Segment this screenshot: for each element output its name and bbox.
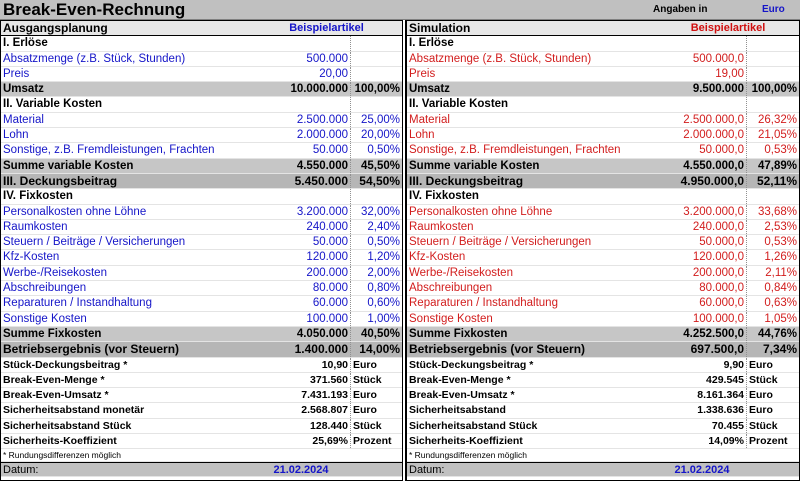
section-variable-costs: II. Variable Kosten — [407, 97, 799, 112]
cost-percent: 1,05% — [764, 312, 797, 325]
quantity-input[interactable]: 500.000,0 — [657, 52, 747, 66]
kpi-row — [1, 373, 402, 388]
kpi-value: 9,90 — [657, 358, 747, 372]
date-row — [1, 462, 402, 477]
cost-label: Abschreibungen — [3, 282, 87, 295]
kpi-unit: Stück — [749, 373, 778, 386]
panel-title: Ausgangsplanung — [3, 21, 108, 35]
cost-label: Personalkosten ohne Löhne — [409, 205, 553, 218]
cost-percent: 32,00% — [360, 205, 400, 218]
cost-value-input[interactable]: 60.000,0 — [657, 296, 747, 310]
cost-row[interactable] — [407, 128, 799, 143]
cost-row[interactable] — [1, 235, 402, 250]
cost-percent: 1,00% — [367, 312, 400, 325]
kpi-row — [407, 434, 799, 449]
cost-label: Material — [3, 113, 44, 126]
kpi-label: Break-Even-Umsatz * — [409, 389, 515, 402]
fixed-total-row: Summe Fixkosten 4.252.500,0 44,76% — [407, 327, 799, 342]
kpi-unit: Euro — [749, 389, 773, 402]
kpi-value: 14,09% — [657, 434, 747, 448]
turnover-row: Umsatz 9.500.000 100,00% — [407, 82, 799, 97]
kpi-value: 7.431.193 — [251, 388, 351, 402]
cost-row[interactable] — [407, 143, 799, 158]
kpi-unit: Euro — [749, 404, 773, 417]
cost-value-input[interactable]: 2.000.000 — [251, 128, 351, 142]
cost-percent: 2,53% — [764, 220, 797, 233]
kpi-row — [407, 358, 799, 373]
cost-value-input[interactable]: 80.000,0 — [657, 281, 747, 295]
kpi-value: 25,69% — [251, 434, 351, 448]
kpi-unit: Stück — [353, 373, 382, 386]
kpi-value: 1.338.636 — [657, 403, 747, 417]
kpi-label: Stück-Deckungsbeitrag * — [409, 358, 534, 371]
cost-percent: 0,50% — [367, 236, 400, 249]
cost-value-input[interactable]: 2.000.000,0 — [657, 128, 747, 142]
kpi-value: 128.440 — [251, 419, 351, 433]
cost-value-input[interactable]: 240.000,0 — [657, 220, 747, 234]
quantity-row[interactable]: Absatzmenge (z.B. Stück, Stunden) 500.000,0 — [407, 52, 799, 67]
cost-value-input[interactable]: 200.000,0 — [657, 266, 747, 280]
units-label: Angaben in — [653, 4, 708, 15]
cost-value-input[interactable]: 50.000,0 — [657, 235, 747, 249]
date-row — [407, 462, 799, 477]
cost-row[interactable] — [1, 266, 402, 281]
kpi-label: Stück-Deckungsbeitrag * — [3, 358, 128, 371]
cost-row[interactable] — [407, 113, 799, 128]
kpi-label: Break-Even-Menge * — [3, 373, 105, 386]
cost-row[interactable] — [1, 205, 402, 220]
kpi-row — [407, 419, 799, 434]
rounding-note: * Rundungsdifferenzen möglich — [407, 449, 799, 462]
cost-percent: 25,00% — [360, 113, 400, 126]
kpi-label: Sicherheits-Koeffizient — [3, 435, 117, 448]
kpi-label: Sicherheitsabstand Stück — [3, 419, 132, 432]
kpi-unit: Euro — [353, 404, 377, 417]
cost-value-input[interactable]: 3.200.000 — [251, 205, 351, 219]
kpi-value: 10,90 — [251, 358, 351, 372]
kpi-row — [407, 388, 799, 403]
cost-label: Sonstige Kosten — [409, 312, 493, 325]
cost-row[interactable] — [1, 113, 402, 128]
cost-label: Steuern / Beiträge / Versicherungen — [3, 236, 186, 249]
kpi-unit: Stück — [353, 419, 382, 432]
date-label: Datum: — [3, 463, 39, 476]
rounding-note: * Rundungsdifferenzen möglich — [1, 449, 402, 462]
cost-value-input[interactable]: 50.000 — [251, 235, 351, 249]
cost-percent: 20,00% — [360, 129, 400, 142]
cost-percent: 1,26% — [764, 251, 797, 264]
cost-row[interactable] — [1, 220, 402, 235]
result-row: Betriebsergebnis (vor Steuern) 1.400.000 14,00% — [3, 342, 400, 357]
contribution-row: III. Deckungsbeitrag 5.450.000 54,50% — [3, 173, 400, 188]
cost-label: Material — [409, 113, 450, 126]
cost-row[interactable] — [1, 250, 402, 265]
article-name-cell[interactable]: Beispielartikel — [690, 22, 766, 34]
cost-value-input[interactable]: 120.000 — [251, 250, 351, 264]
cost-percent: 2,00% — [367, 266, 400, 279]
kpi-unit: Prozent — [749, 435, 788, 448]
cost-value-input[interactable]: 100.000,0 — [657, 312, 747, 326]
panel-header — [1, 21, 402, 36]
cost-label: Sonstige, z.B. Fremdleistungen, Frachten — [409, 144, 621, 157]
cost-percent: 2,11% — [765, 266, 797, 279]
cost-label: Abschreibungen — [409, 282, 493, 295]
cost-row[interactable] — [1, 281, 402, 296]
turnover-row: Umsatz 10.000.000 100,00% — [1, 82, 402, 97]
cost-value-input[interactable]: 100.000 — [251, 312, 351, 326]
cost-percent: 0,63% — [764, 297, 797, 310]
section-variable-costs: II. Variable Kosten — [1, 97, 402, 112]
kpi-value: 429.545 — [657, 373, 747, 387]
cost-value-input[interactable]: 2.500.000 — [251, 113, 351, 127]
cost-row[interactable] — [407, 235, 799, 250]
price-input[interactable]: 19,00 — [657, 67, 747, 81]
kpi-row — [1, 358, 402, 373]
kpi-row — [407, 403, 799, 418]
kpi-label: Break-Even-Menge * — [409, 373, 511, 386]
kpi-label: Break-Even-Umsatz * — [3, 389, 109, 402]
cost-value-input[interactable]: 120.000,0 — [657, 250, 747, 264]
result-row: Betriebsergebnis (vor Steuern) 697.500,0 7,34% — [409, 342, 797, 357]
cost-value-input[interactable]: 3.200.000,0 — [657, 205, 747, 219]
cost-value-input[interactable]: 50.000 — [251, 143, 351, 157]
cost-row[interactable] — [407, 266, 799, 281]
kpi-unit: Euro — [749, 358, 773, 371]
kpi-value: 70.455 — [657, 419, 747, 433]
kpi-label: Sicherheitsabstand — [409, 404, 506, 417]
section-revenue: I. Erlöse — [1, 36, 402, 51]
cost-label: Werbe-/Reisekosten — [409, 266, 513, 279]
cost-percent: 26,32% — [757, 113, 797, 126]
article-name-cell[interactable]: Beispielartikel — [289, 22, 364, 34]
date-label: Datum: — [409, 463, 445, 476]
kpi-unit: Euro — [353, 389, 377, 402]
cost-percent: 21,05% — [757, 129, 797, 142]
price-row[interactable]: Preis 20,00 — [1, 67, 402, 82]
variable-total-row: Summe variable Kosten 4.550.000 45,50% — [1, 159, 402, 174]
kpi-row — [1, 434, 402, 449]
cost-row[interactable] — [407, 281, 799, 296]
fixed-total-row: Summe Fixkosten 4.050.000 40,50% — [1, 327, 402, 342]
cost-percent: 0,50% — [367, 144, 400, 157]
cost-percent: 2,40% — [367, 220, 400, 233]
cost-value-input[interactable]: 80.000 — [251, 281, 351, 295]
sheet-title: Break-Even-Rechnung — [3, 0, 186, 19]
cost-row[interactable] — [1, 128, 402, 143]
panel-title: Simulation — [409, 21, 471, 35]
cost-label: Raumkosten — [409, 220, 474, 233]
cost-row[interactable] — [1, 312, 402, 327]
kpi-value: 2.568.807 — [251, 403, 351, 417]
kpi-unit: Prozent — [353, 435, 392, 448]
cost-percent: 0,60% — [367, 297, 400, 310]
kpi-row — [1, 419, 402, 434]
cost-percent: 0,84% — [764, 282, 797, 295]
date-cell[interactable]: 21.02.2024 — [273, 463, 329, 476]
section-fixed-costs: IV. Fixkosten — [1, 189, 402, 204]
cost-label: Lohn — [409, 129, 435, 142]
cost-label: Kfz-Kosten — [409, 251, 466, 264]
cost-percent: 0,53% — [764, 144, 797, 157]
cost-label: Werbe-/Reisekosten — [3, 266, 107, 279]
cost-value-input[interactable]: 50.000,0 — [657, 143, 747, 157]
kpi-label: Sicherheitsabstand Stück — [409, 419, 538, 432]
cost-label: Kfz-Kosten — [3, 251, 60, 264]
cost-row[interactable] — [1, 296, 402, 311]
cost-value-input[interactable]: 2.500.000,0 — [657, 113, 747, 127]
price-input[interactable]: 20,00 — [251, 67, 351, 81]
cost-row[interactable] — [1, 143, 402, 158]
cost-percent: 0,53% — [764, 236, 797, 249]
kpi-label: Sicherheitsabstand monetär — [3, 404, 145, 417]
cost-row[interactable] — [407, 205, 799, 220]
panel-simulation — [405, 20, 800, 481]
date-cell[interactable]: 21.02.2024 — [674, 463, 730, 476]
cost-percent: 1,20% — [367, 251, 400, 264]
cost-value-input[interactable]: 240.000 — [251, 220, 351, 234]
cost-label: Sonstige, z.B. Fremdleistungen, Frachten — [3, 144, 215, 157]
cost-row[interactable] — [407, 296, 799, 311]
currency-cell[interactable]: Euro — [762, 4, 785, 15]
section-fixed-costs: IV. Fixkosten — [407, 189, 799, 204]
price-row[interactable]: Preis 19,00 — [407, 67, 799, 82]
cost-value-input[interactable]: 60.000 — [251, 296, 351, 310]
contribution-row: III. Deckungsbeitrag 4.950.000,0 52,11% — [409, 173, 797, 188]
panel-ausgangsplanung — [0, 20, 403, 481]
kpi-label: Sicherheits-Koeffizient — [409, 435, 523, 448]
quantity-row[interactable]: Absatzmenge (z.B. Stück, Stunden) 500.000 — [1, 52, 402, 67]
cost-row[interactable] — [407, 220, 799, 235]
title-bar — [0, 0, 800, 20]
cost-label: Lohn — [3, 129, 29, 142]
kpi-row — [407, 373, 799, 388]
variable-total-row: Summe variable Kosten 4.550.000,0 47,89% — [407, 159, 799, 174]
kpi-unit: Stück — [749, 419, 778, 432]
kpi-row — [1, 403, 402, 418]
cost-value-input[interactable]: 200.000 — [251, 266, 351, 280]
panel-header — [407, 21, 799, 36]
cost-percent: 33,68% — [757, 205, 797, 218]
cost-label: Personalkosten ohne Löhne — [3, 205, 147, 218]
cost-percent: 0,80% — [367, 282, 400, 295]
cost-label: Reparaturen / Instandhaltung — [409, 297, 558, 310]
kpi-value: 8.161.364 — [657, 388, 747, 402]
cost-row[interactable] — [407, 312, 799, 327]
quantity-input[interactable]: 500.000 — [251, 52, 351, 66]
section-revenue: I. Erlöse — [407, 36, 799, 51]
kpi-row — [1, 388, 402, 403]
cost-label: Steuern / Beiträge / Versicherungen — [409, 236, 592, 249]
cost-row[interactable] — [407, 250, 799, 265]
cost-label: Reparaturen / Instandhaltung — [3, 297, 152, 310]
cost-label: Raumkosten — [3, 220, 68, 233]
kpi-unit: Euro — [353, 358, 377, 371]
kpi-value: 371.560 — [251, 373, 351, 387]
cost-label: Sonstige Kosten — [3, 312, 87, 325]
